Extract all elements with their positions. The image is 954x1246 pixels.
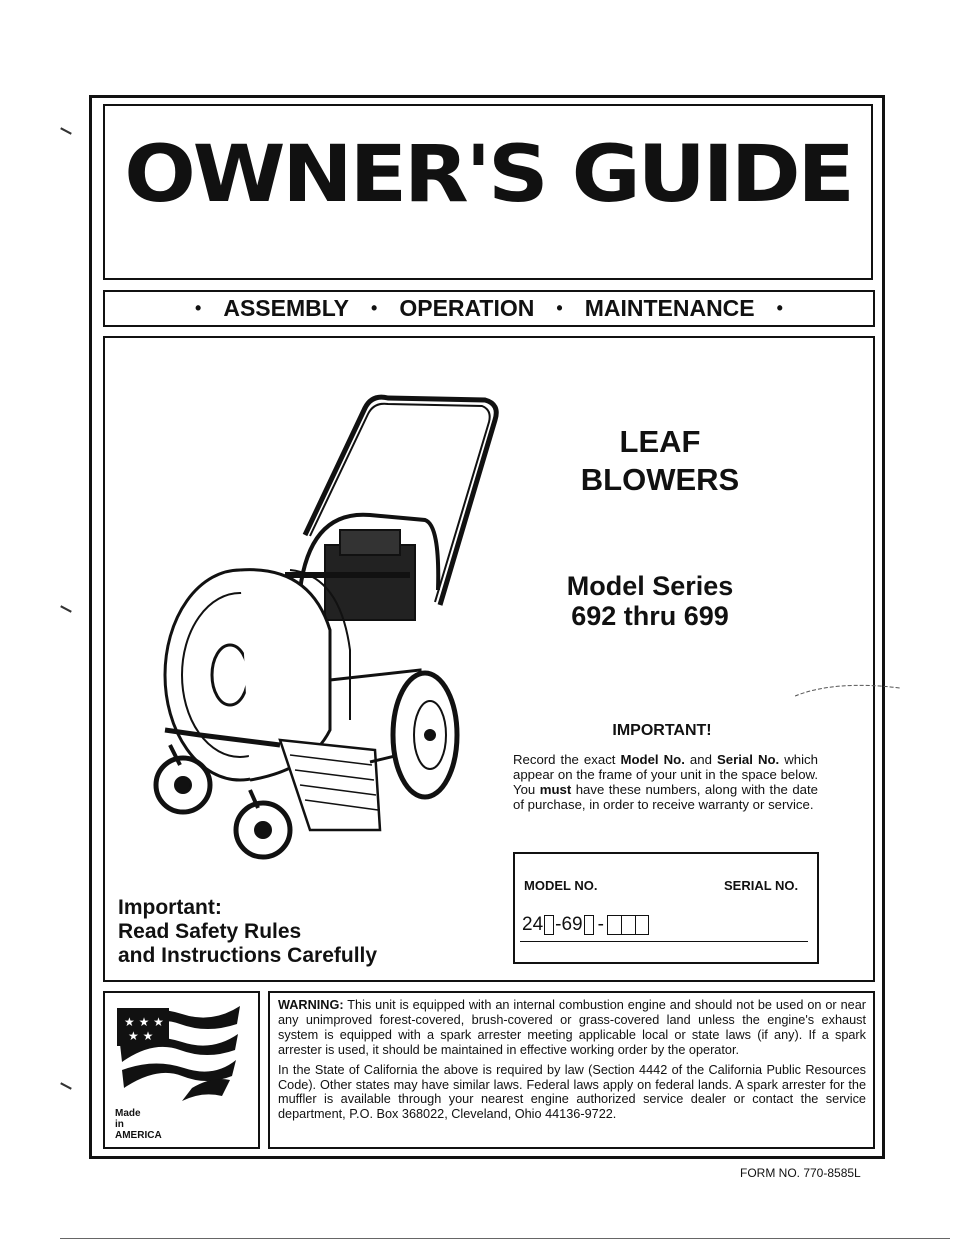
safety-line-3: and Instructions Carefully (118, 944, 378, 967)
margin-mark (60, 605, 72, 612)
bottom-rule (60, 1238, 950, 1239)
product-line-2: BLOWERS (580, 462, 740, 497)
record-text: which appear on the frame of your unit in the space below. You (513, 752, 818, 797)
decorative-stroke (795, 678, 905, 698)
record-bold: must (539, 782, 572, 797)
record-text: and (684, 752, 717, 767)
section-maintenance: MAINTENANCE (584, 295, 755, 321)
warning-paragraph-2: In the State of California the above is required by law (Section 4442 of the California Public Resources Code). Other states may have similar laws. Federal laws apply on federal lands. A spark arrester for the muffler is available through your nearest engine authorized service dealer or contact the service department, P.O. Box 368022, Cleveland, Ohio 44136-9722. (278, 1062, 866, 1122)
made-in-america-label (115, 1108, 162, 1141)
title-banner (103, 104, 873, 280)
safety-notice (118, 896, 377, 968)
serial-no-label: SERIAL NO. (724, 878, 799, 893)
model-digit-box[interactable] (635, 915, 649, 935)
model-dash: - (597, 914, 604, 935)
warning-label: WARNING: (278, 998, 344, 1012)
model-digit-box[interactable] (621, 915, 635, 935)
record-text: have these numbers, along with the date of purchase, in order to receive warranty or service. (513, 782, 818, 812)
american-flag-icon (112, 996, 244, 1106)
product-line-1: LEAF (619, 424, 701, 459)
page-title: OWNER'S GUIDE (124, 130, 852, 220)
important-heading: IMPORTANT! (612, 722, 712, 739)
made-line-3: AMERICA (115, 1130, 162, 1141)
record-bold: Model No. (620, 752, 685, 767)
model-prefix-2: -69 (555, 914, 583, 935)
model-no-label: MODEL NO. (524, 878, 598, 893)
safety-line-1: Important: (118, 896, 222, 919)
section-assembly: ASSEMBLY (223, 295, 350, 321)
bullet: • (195, 298, 202, 318)
record-bold: Serial No. (716, 752, 780, 767)
margin-mark (60, 1082, 72, 1089)
model-digit-box[interactable] (607, 915, 621, 935)
model-series-range: 692 thru 699 (571, 601, 729, 631)
model-serial-form (513, 852, 819, 964)
model-prefix: 24 (522, 914, 544, 935)
made-line-2: in (115, 1119, 124, 1130)
warning-paragraph-1 (278, 998, 866, 1058)
model-series-label: Model Series (566, 571, 734, 601)
leaf-blower-illustration (140, 390, 510, 870)
model-number-entry (522, 914, 649, 936)
bullet: • (371, 298, 378, 318)
record-text: Record the exact (513, 752, 621, 767)
safety-line-2: Read Safety Rules (118, 920, 302, 943)
section-operation: OPERATION (399, 295, 535, 321)
warning-body: This unit is equipped with an internal combustion engine and should not be used on or near any unimproved forest-covered, brush-covered or grass-covered land unless the engine's exhaust system is equipped with a spark arrester meeting applicable local or state laws (if any). If a spark arrester is used, it should be maintained in effective working order by the operator. (278, 998, 866, 1057)
svg-text:★ ★: ★ ★ (128, 1029, 154, 1043)
form-number: FORM NO. 770-8585L (740, 1166, 861, 1180)
model-series-heading (520, 571, 780, 631)
sections-strip (103, 290, 875, 327)
product-title (560, 423, 760, 499)
margin-mark (60, 127, 72, 134)
bullet: • (556, 298, 563, 318)
model-suffix-boxes (607, 915, 649, 935)
model-digit-box[interactable] (584, 915, 594, 935)
record-instructions (513, 752, 818, 812)
serial-underline (520, 941, 808, 942)
model-digit-box[interactable] (544, 915, 554, 935)
warning-text (278, 998, 866, 1127)
bullet: • (776, 298, 783, 318)
svg-text:★ ★ ★: ★ ★ ★ (124, 1015, 164, 1029)
made-line-1: Made (115, 1108, 141, 1119)
